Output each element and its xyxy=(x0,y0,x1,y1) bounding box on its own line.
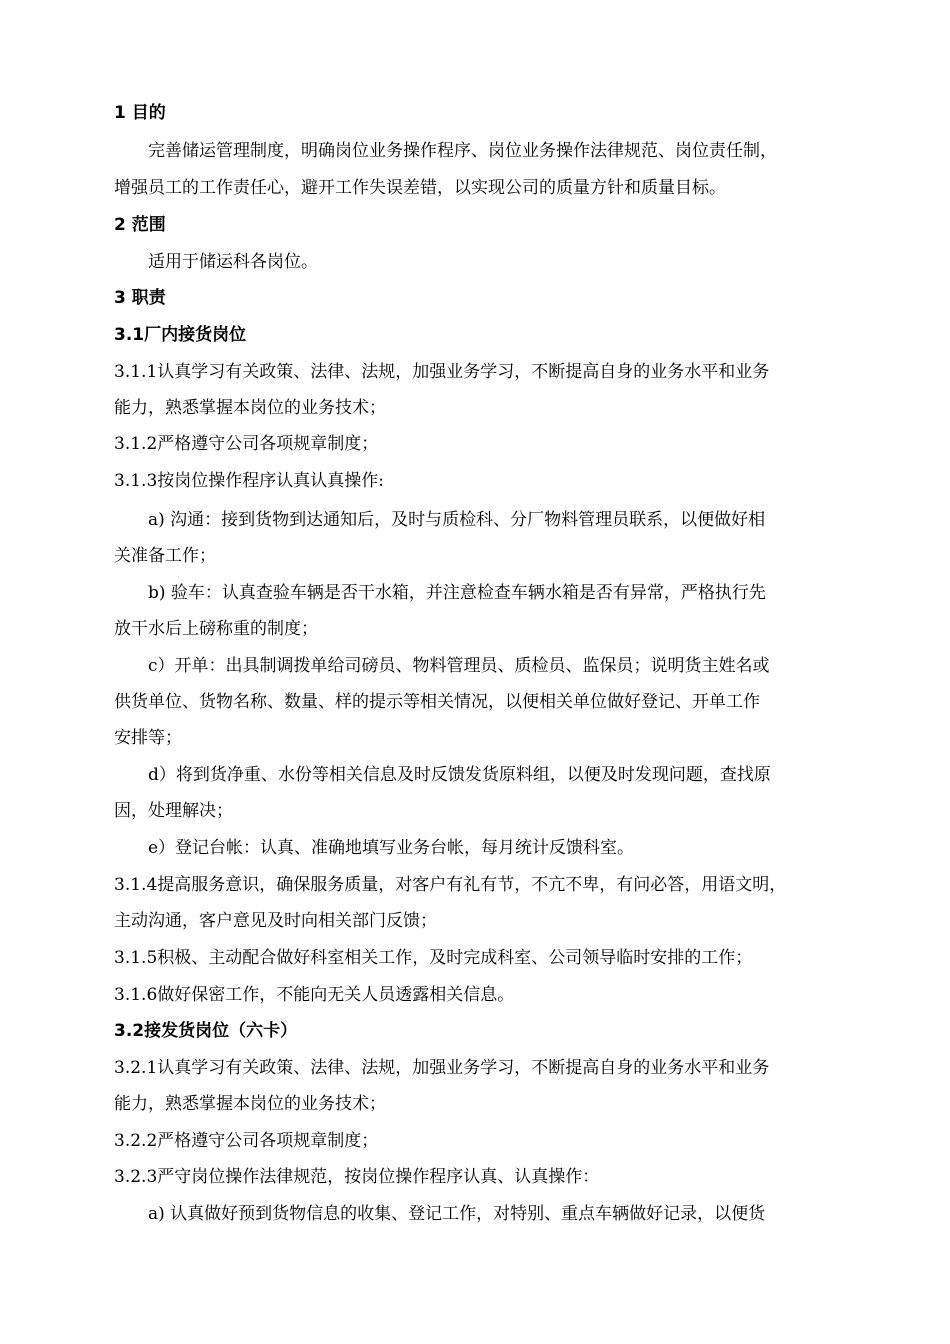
sub-item-text: e）登记台帐：认真、准确地填写业务台帐，每月统计反馈科室。 xyxy=(148,838,635,858)
sub-item-text: 关准备工作； xyxy=(114,546,216,566)
clause-text: 能力，熟悉掌握本岗位的业务技术； xyxy=(114,398,386,418)
clause-text: 3.1.3按岗位操作程序认真认真操作: xyxy=(114,471,384,491)
sub-item-text: c）开单：出具制调拨单给司磅员、物料管理员、质检员、监保员；说明货主姓名或 xyxy=(148,656,770,676)
sub-item-text: a) 沟通：接到货物到达通知后，及时与质检科、分厂物料管理员联系，以便做好相 xyxy=(148,510,766,530)
section-2-text: 适用于储运科各岗位。 xyxy=(148,252,318,272)
clause-text: 3.2.1认真学习有关政策、法律、法规，加强业务学习，不断提高自身的业务水平和业务 xyxy=(114,1058,770,1078)
sub-item-text: a) 认真做好预到货物信息的收集、登记工作，对特别、重点车辆做好记录，以便货 xyxy=(148,1204,766,1224)
clause-text: 3.2.2严格遵守公司各项规章制度； xyxy=(114,1131,379,1151)
clause-text: 能力，熟悉掌握本岗位的业务技术； xyxy=(114,1094,386,1114)
sub-item-text: 放干水后上磅称重的制度； xyxy=(114,619,318,639)
section-1-heading: 1 目的 xyxy=(114,103,166,123)
sub-item-text: b) 验车：认真查验车辆是否干水箱，并注意检查车辆水箱是否有异常，严格执行先 xyxy=(148,583,766,603)
section-3-heading: 3 职责 xyxy=(114,288,166,308)
clause-text: 3.1.2严格遵守公司各项规章制度； xyxy=(114,434,379,454)
clause-text: 3.1.5积极、主动配合做好科室相关工作，及时完成科室、公司领导临时安排的工作； xyxy=(114,948,753,968)
section-1-text: 增强员工的工作责任心，避开工作失误差错，以实现公司的质量方针和质量目标。 xyxy=(114,178,726,198)
section-1-text: 完善储运管理制度，明确岗位业务操作程序、岗位业务操作法律规范、岗位责任制， xyxy=(148,141,777,161)
clause-text: 3.1.1认真学习有关政策、法律、法规，加强业务学习，不断提高自身的业务水平和业务 xyxy=(114,362,770,382)
clause-text: 3.1.4提高服务意识，确保服务质量，对客户有礼有节，不亢不卑，有问必答，用语文明， xyxy=(114,875,787,895)
sub-item-text: d）将到货净重、水份等相关信息及时反馈发货原料组，以便及时发现问题，查找原 xyxy=(148,765,771,785)
clause-text: 3.2.3严守岗位操作法律规范，按岗位操作程序认真、认真操作： xyxy=(114,1167,600,1187)
clause-text: 主动沟通，客户意见及时向相关部门反馈； xyxy=(114,911,437,931)
sub-item-text: 供货单位、货物名称、数量、样的提示等相关情况，以便相关单位做好登记、开单工作 xyxy=(114,692,760,712)
sub-item-text: 因，处理解决； xyxy=(114,801,233,821)
section-3-1-heading: 3.1厂内接货岗位 xyxy=(114,325,247,345)
section-2-heading: 2 范围 xyxy=(114,215,166,235)
section-3-2-heading: 3.2接发货岗位（六卡） xyxy=(114,1021,298,1041)
sub-item-text: 安排等； xyxy=(114,728,182,748)
clause-text: 3.1.6做好保密工作，不能向无关人员透露相关信息。 xyxy=(114,985,515,1005)
